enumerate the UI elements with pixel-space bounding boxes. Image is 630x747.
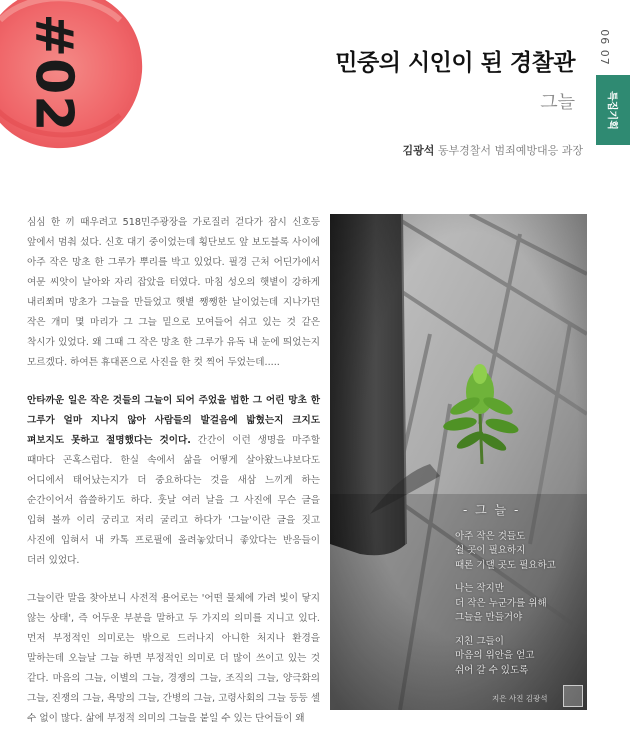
paragraph-2-bold: 안타까운 일은 작은 것들의 그늘이 되어 주었을 법한 그 어린 망초 한 그루가 얼마 지나지 않아 사람들의 발걸음에 밟혔는지 크지도 펴보지도 못하고 절명했다는 것이다. <box>27 395 320 446</box>
poem-line: 때론 기댈 곳도 필요하고 <box>455 559 556 571</box>
author-name: 김광석 <box>402 144 435 157</box>
page-numbers: 06 07 <box>597 28 611 66</box>
section-tab: 특집기획 <box>596 75 630 145</box>
seal-stamp-icon <box>563 685 583 707</box>
photo-credit: 지은 사진 김광석 <box>492 694 548 703</box>
poem <box>455 503 590 687</box>
poem-stanza-3 <box>455 635 590 679</box>
poem-line: 쉴 곳이 필요하지 <box>455 545 526 556</box>
poem-line: 나는 작지만 <box>455 583 504 594</box>
poem-line: 마음의 위안을 얻고 <box>455 650 535 661</box>
poem-line: 그늘을 만들거야 <box>455 612 523 623</box>
poem-line: 아주 작은 것들도 <box>455 530 526 542</box>
poem-title: - 그 늘 - <box>463 503 521 517</box>
poem-line: 더 작은 누군가를 위해 <box>455 597 547 609</box>
paragraph-2 <box>27 391 320 571</box>
article-subtitle: 그늘 <box>540 92 575 113</box>
poem-stanza-1 <box>455 530 590 574</box>
paragraph-3: 그늘이란 말을 찾아보니 사전적 용어로는 '어떤 물체에 가려 빛이 닿지 않는 상태', 즉 어두운 부분을 말하고 두 가지의 의미를 지니고 있다. 먼저 부정적인 의미로는 밖으로 드러나지 아니한 처지나 환경을 말하는데 오늘날 그늘 하면 부정적인 의미로 더 많이 쓰이고 있는 것 같다. 마음의 그늘, 이별의 그늘, 경쟁의 그늘, 조직의 그늘, 양극화의 그늘, 진쟁의 그늘, 욕망의 그늘, 간병의 그늘, 고령사회의 그늘 등등 셀 수 없이 많다. 삶에 부정적 의미의 그늘을 붙일 수 있는 단어들이 왜 <box>27 593 320 724</box>
poem-line: 쉬어 갈 수 있도록 <box>455 664 529 676</box>
poem-stanza-2 <box>455 582 590 626</box>
paragraph-1: 심심 한 끼 때우려고 518민주광장을 가로질러 걷다가 잠시 신호등 앞에서 멈춰 섰다. 신호 대기 중이었는데 횡단보도 앞 보도블록 사이에 아주 작은 망초 한 그루가 뿌리를 박고 있었다. 필경 근처 어딘가에서 여문 씨앗이 날아와 자리 잡았을 터였다. 마침 성오의 햇볕이 강하게 내리쬐며 망초가 그늘을 만들었고 햇볕 쨍쨍한 날이었는데 지나가던 작은 개미 몇 마리가 그 그늘 밑으로 모여들어 쉬고 있는 것 같은 착시가 있었다. 왜 그때 그 작은 망초 한 그루가 유독 내 눈에 띄었는지 모르겠다. 하여튼 휴대폰으로 사진을 한 컷 찍어 두었는데..... <box>27 217 320 368</box>
author-line <box>402 142 583 158</box>
author-affiliation: 동부경찰서 범죄예방대응 과장 <box>437 144 583 157</box>
paragraph-2-rest: 간간이 이런 생명을 마주할 때마다 곤혹스럽다. 한실 속에서 삶을 어떻게 살아왔느냐보다도 어디에서 태어났는지가 더 중요하다는 것을 새삼 느끼게 하는 순간이어서 씁쓸하기도 하다. 훗날 여러 날을 그 사진에 무슨 글을 입혀 볼까 이리 궁리고 저리 굴리고 하다가 '그늘'이란 글을 짓고 사진에 입혀서 내 카톡 프로필에 올려놓았더니 좋았다는 반응들이 더러 있었다. <box>27 435 320 566</box>
article-title: 민중의 시인이 된 경찰관 <box>335 50 575 76</box>
poem-line: 지친 그들이 <box>455 635 504 647</box>
article-body <box>27 213 320 747</box>
issue-number: #02 <box>23 13 83 133</box>
